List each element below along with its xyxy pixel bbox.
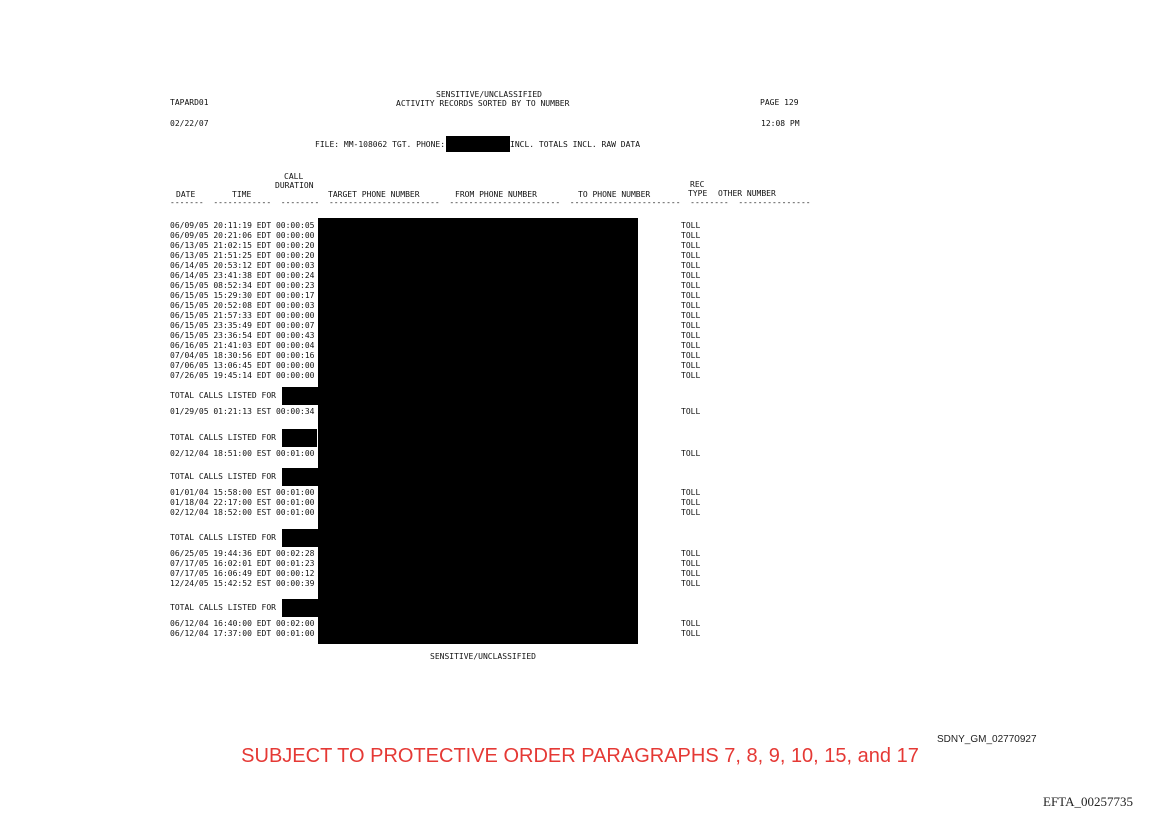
row-datetime-duration: 06/15/05 23:36:54 EDT 00:00:43	[170, 331, 315, 340]
table-row	[170, 549, 730, 559]
row-rec-type: TOLL	[681, 301, 701, 310]
row-datetime-duration: 06/15/05 21:57:33 EDT 00:00:00	[170, 311, 315, 320]
total-calls-label: TOTAL CALLS LISTED FOR	[170, 603, 276, 612]
row-rec-type: TOLL	[681, 271, 701, 280]
row-rec-type: TOLL	[681, 407, 701, 416]
row-rec-type: TOLL	[681, 579, 701, 588]
redaction-total-number	[282, 529, 320, 547]
row-rec-type: TOLL	[681, 321, 701, 330]
row-datetime-duration: 07/04/05 18:30:56 EDT 00:00:16	[170, 351, 315, 360]
row-rec-type: TOLL	[681, 569, 701, 578]
row-datetime-duration: 06/15/05 15:29:30 EDT 00:00:17	[170, 291, 315, 300]
table-row	[170, 331, 730, 341]
row-rec-type: TOLL	[681, 629, 701, 638]
classification-bottom: SENSITIVE/UNCLASSIFIED	[430, 652, 536, 661]
efta-number: EFTA_00257735	[1043, 794, 1133, 809]
table-row	[170, 559, 730, 569]
file-options: INCL. TOTALS INCL. RAW DATA	[510, 140, 641, 149]
table-row	[170, 449, 730, 459]
row-rec-type: TOLL	[681, 449, 701, 458]
table-row	[170, 291, 730, 301]
col-to: TO PHONE NUMBER	[578, 190, 651, 199]
page-number: PAGE 129	[760, 98, 799, 107]
row-datetime-duration: 06/25/05 19:44:36 EDT 00:02:28	[170, 549, 315, 558]
table-row	[170, 241, 730, 251]
row-datetime-duration: 02/12/04 18:51:00 EST 00:01:00	[170, 449, 315, 458]
row-datetime-duration: 06/16/05 21:41:03 EDT 00:00:04	[170, 341, 315, 350]
table-row	[170, 619, 730, 629]
row-datetime-duration: 01/01/04 15:58:00 EST 00:01:00	[170, 488, 315, 497]
classification-top: SENSITIVE/UNCLASSIFIED	[436, 90, 542, 99]
table-row	[170, 221, 730, 231]
row-datetime-duration: 06/15/05 23:35:49 EDT 00:00:07	[170, 321, 315, 330]
table-row	[170, 261, 730, 271]
table-row	[170, 407, 730, 417]
redaction-total-number	[282, 599, 320, 617]
row-datetime-duration: 06/15/05 08:52:34 EDT 00:00:23	[170, 281, 315, 290]
row-rec-type: TOLL	[681, 331, 701, 340]
row-datetime-duration: 01/29/05 01:21:13 EST 00:00:34	[170, 407, 315, 416]
redaction-total-number	[282, 429, 317, 447]
row-datetime-duration: 07/06/05 13:06:45 EDT 00:00:00	[170, 361, 315, 370]
row-datetime-duration: 06/14/05 20:53:12 EDT 00:00:03	[170, 261, 315, 270]
table-row	[170, 281, 730, 291]
row-datetime-duration: 06/09/05 20:11:19 EDT 00:00:05	[170, 221, 315, 230]
table-row	[170, 311, 730, 321]
bates-number: SDNY_GM_02770927	[937, 734, 1037, 745]
table-row	[170, 361, 730, 371]
row-datetime-duration: 06/14/05 23:41:38 EDT 00:00:24	[170, 271, 315, 280]
row-rec-type: TOLL	[681, 508, 701, 517]
row-rec-type: TOLL	[681, 231, 701, 240]
report-title: ACTIVITY RECORDS SORTED BY TO NUMBER	[396, 99, 570, 108]
row-rec-type: TOLL	[681, 311, 701, 320]
row-datetime-duration: 02/12/04 18:52:00 EST 00:01:00	[170, 508, 315, 517]
table-row	[170, 629, 730, 639]
col-rec: REC	[690, 180, 705, 189]
row-datetime-duration: 06/09/05 20:21:06 EDT 00:00:00	[170, 231, 315, 240]
table-row	[170, 341, 730, 351]
table-row	[170, 371, 730, 381]
total-calls-label: TOTAL CALLS LISTED FOR	[170, 533, 276, 542]
row-datetime-duration: 06/12/04 16:40:00 EDT 00:02:00	[170, 619, 315, 628]
row-rec-type: TOLL	[681, 488, 701, 497]
report-date: 02/22/07	[170, 119, 209, 128]
col-target: TARGET PHONE NUMBER	[328, 190, 420, 199]
protective-order-notice: SUBJECT TO PROTECTIVE ORDER PARAGRAPHS 7, 8, 9, 10, 15, and 17	[241, 745, 919, 767]
table-row	[170, 231, 730, 241]
row-rec-type: TOLL	[681, 261, 701, 270]
table-row	[170, 251, 730, 261]
row-datetime-duration: 06/13/05 21:02:15 EDT 00:00:20	[170, 241, 315, 250]
table-row	[170, 271, 730, 281]
table-row	[170, 301, 730, 311]
row-rec-type: TOLL	[681, 361, 701, 370]
col-duration: DURATION	[275, 181, 314, 190]
row-datetime-duration: 06/13/05 21:51:25 EDT 00:00:20	[170, 251, 315, 260]
row-rec-type: TOLL	[681, 371, 701, 380]
table-row	[170, 508, 730, 518]
total-calls-label: TOTAL CALLS LISTED FOR	[170, 472, 276, 481]
row-datetime-duration: 01/18/04 22:17:00 EST 00:01:00	[170, 498, 315, 507]
table-row	[170, 351, 730, 361]
col-call: CALL	[284, 172, 304, 181]
row-rec-type: TOLL	[681, 619, 701, 628]
report-time: 12:08 PM	[761, 119, 800, 128]
row-rec-type: TOLL	[681, 291, 701, 300]
row-datetime-duration: 07/26/05 19:45:14 EDT 00:00:00	[170, 371, 315, 380]
row-rec-type: TOLL	[681, 241, 701, 250]
row-rec-type: TOLL	[681, 559, 701, 568]
redaction-total-number	[282, 387, 320, 405]
table-row	[170, 569, 730, 579]
total-calls-label: TOTAL CALLS LISTED FOR	[170, 391, 276, 400]
row-rec-type: TOLL	[681, 251, 701, 260]
header-divider: ------- ------------ -------- ----------------------- ----------------------- ----------------------- -------- ---------------	[170, 198, 811, 207]
col-other: OTHER NUMBER	[718, 189, 776, 198]
col-time: TIME	[232, 190, 252, 199]
row-datetime-duration: 06/12/04 17:37:00 EDT 00:01:00	[170, 629, 315, 638]
redaction-target-phone	[446, 136, 510, 152]
total-calls-label: TOTAL CALLS LISTED FOR	[170, 433, 276, 442]
row-datetime-duration: 06/15/05 20:52:08 EDT 00:00:03	[170, 301, 315, 310]
col-from: FROM PHONE NUMBER	[455, 190, 537, 199]
file-label: FILE: MM-108062 TGT. PHONE:	[315, 140, 446, 149]
row-rec-type: TOLL	[681, 351, 701, 360]
row-datetime-duration: 12/24/05 15:42:52 EST 00:00:39	[170, 579, 315, 588]
table-row	[170, 498, 730, 508]
row-rec-type: TOLL	[681, 281, 701, 290]
table-row	[170, 579, 730, 589]
col-type: TYPE	[688, 189, 708, 198]
row-rec-type: TOLL	[681, 498, 701, 507]
table-row	[170, 488, 730, 498]
row-datetime-duration: 07/17/05 16:02:01 EDT 00:01:23	[170, 559, 315, 568]
redaction-total-number	[282, 468, 320, 486]
table-row	[170, 321, 730, 331]
row-rec-type: TOLL	[681, 549, 701, 558]
report-id: TAPARD01	[170, 98, 209, 107]
row-datetime-duration: 07/17/05 16:06:49 EDT 00:00:12	[170, 569, 315, 578]
row-rec-type: TOLL	[681, 341, 701, 350]
row-rec-type: TOLL	[681, 221, 701, 230]
col-date: DATE	[176, 190, 196, 199]
